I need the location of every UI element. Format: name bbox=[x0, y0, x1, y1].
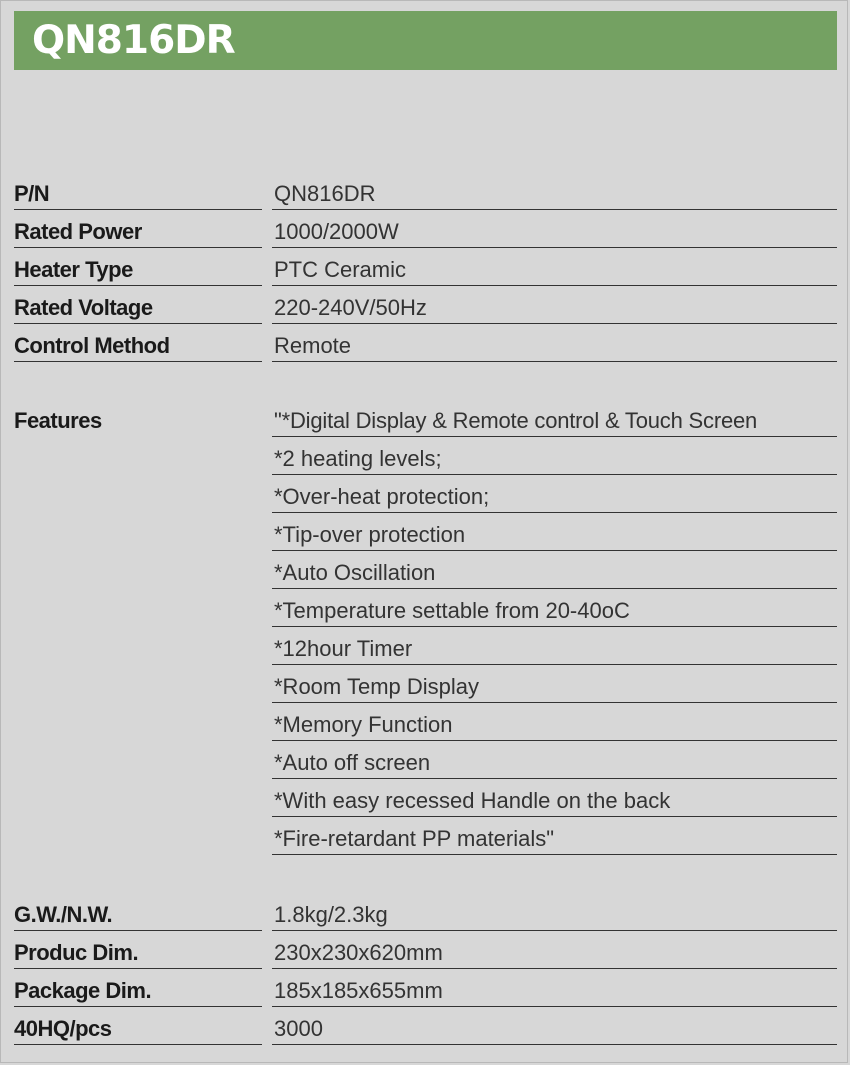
feature-row bbox=[0, 627, 850, 665]
spec-label: 40HQ/pcs bbox=[14, 1016, 112, 1041]
divider bbox=[272, 361, 837, 363]
feature-item: *Auto off screen bbox=[274, 750, 431, 775]
product-title: QN816DR bbox=[32, 18, 235, 63]
spec-row-container-qty bbox=[0, 1007, 850, 1045]
feature-item: *Fire-retardant PP materials" bbox=[274, 826, 555, 851]
feature-row bbox=[0, 513, 850, 551]
feature-row bbox=[0, 475, 850, 513]
feature-row bbox=[0, 703, 850, 741]
spec-row-weight bbox=[0, 893, 850, 931]
feature-row bbox=[0, 779, 850, 817]
spec-value: 1.8kg/2.3kg bbox=[274, 902, 388, 927]
spec-label: G.W./N.W. bbox=[14, 902, 113, 927]
spec-label: Control Method bbox=[14, 333, 170, 358]
spec-value: Remote bbox=[274, 333, 352, 358]
feature-row bbox=[0, 437, 850, 475]
spec-value: 3000 bbox=[274, 1016, 323, 1041]
spec-label: Package Dim. bbox=[14, 978, 152, 1003]
features-label: Features bbox=[14, 408, 102, 433]
feature-row bbox=[0, 551, 850, 589]
divider bbox=[272, 1044, 837, 1046]
divider bbox=[272, 854, 837, 856]
spec-row-control-method bbox=[0, 324, 850, 362]
divider bbox=[14, 361, 262, 363]
feature-item: *Over-heat protection; bbox=[274, 484, 490, 509]
spec-label: Heater Type bbox=[14, 257, 133, 282]
spec-label: P/N bbox=[14, 181, 50, 206]
spec-row-rated-voltage bbox=[0, 286, 850, 324]
spec-row-heater-type bbox=[0, 248, 850, 286]
spec-value: PTC Ceramic bbox=[274, 257, 407, 282]
feature-item: *Room Temp Display bbox=[274, 674, 480, 699]
feature-row bbox=[0, 589, 850, 627]
spec-value: 1000/2000W bbox=[274, 219, 399, 244]
spec-value: 220-240V/50Hz bbox=[274, 295, 427, 320]
spec-row-rated-power bbox=[0, 210, 850, 248]
feature-item: *12hour Timer bbox=[274, 636, 413, 661]
feature-item: *Memory Function bbox=[274, 712, 453, 737]
spec-value: 230x230x620mm bbox=[274, 940, 443, 965]
spec-row-package-dim bbox=[0, 969, 850, 1007]
feature-item: *2 heating levels; bbox=[274, 446, 442, 471]
title-banner bbox=[14, 11, 837, 70]
spec-row-product-dim bbox=[0, 931, 850, 969]
feature-item: *Temperature settable from 20-40oC bbox=[274, 598, 630, 623]
spec-row-pn bbox=[0, 172, 850, 210]
feature-item: *Auto Oscillation bbox=[274, 560, 436, 585]
feature-row bbox=[0, 817, 850, 855]
spec-label: Produc Dim. bbox=[14, 940, 139, 965]
spec-value: QN816DR bbox=[274, 181, 376, 206]
features-row bbox=[0, 399, 850, 437]
spec-label: Rated Voltage bbox=[14, 295, 153, 320]
spec-label: Rated Power bbox=[14, 219, 142, 244]
feature-item: *With easy recessed Handle on the back bbox=[274, 788, 671, 813]
feature-item: *Tip-over protection bbox=[274, 522, 466, 547]
divider bbox=[14, 1044, 262, 1046]
spec-value: 185x185x655mm bbox=[274, 978, 443, 1003]
feature-row bbox=[0, 741, 850, 779]
feature-row bbox=[0, 665, 850, 703]
feature-item: "*Digital Display & Remote control & Touch Screen bbox=[274, 408, 758, 433]
